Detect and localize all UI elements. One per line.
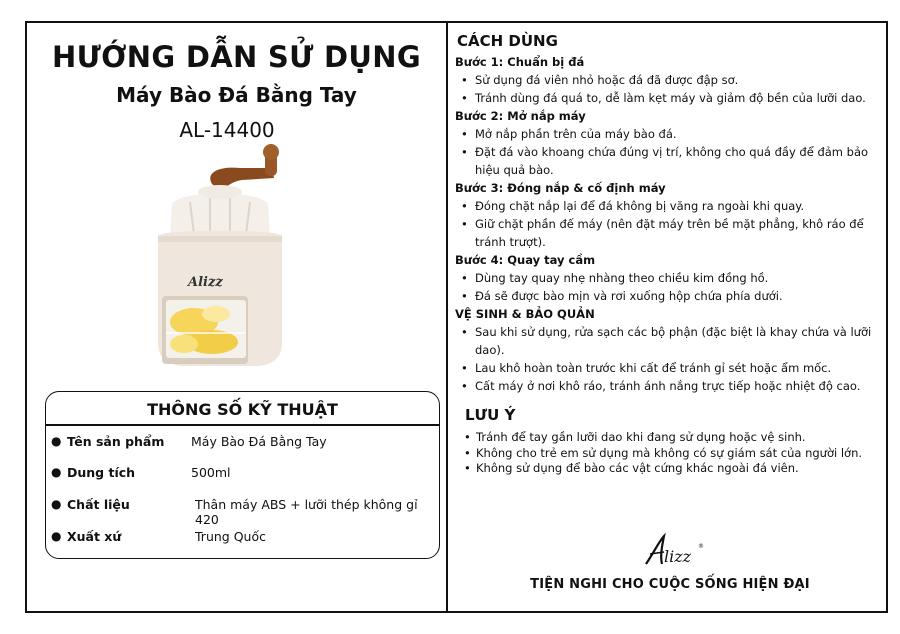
svg-text:®: ® <box>698 543 704 550</box>
svg-text:Alizz: Alizz <box>188 275 223 290</box>
step-title: Bước 3: Đóng nắp & cố định máy <box>455 181 666 195</box>
usage-instructions <box>455 32 885 395</box>
page-title: HƯỚNG DẪN SỬ DỤNG <box>52 40 421 74</box>
spec-table <box>45 391 440 559</box>
spec-row <box>46 529 439 549</box>
brand-logo <box>640 530 710 570</box>
list-item: • Đá sẽ được bào mịn và rơi xuống hộp chứa phía dưới. <box>455 287 885 305</box>
list-item: • Không sử dụng để bào các vật cứng khác ngoài đá viên. <box>460 461 885 477</box>
step-list <box>455 71 885 107</box>
model-number: AL-14400 <box>179 118 275 142</box>
spec-title-rule <box>46 424 439 426</box>
bullet-icon: ● <box>51 465 62 479</box>
step-list <box>455 125 885 179</box>
column-divider <box>446 21 448 613</box>
spec-label: Chất liệu <box>67 497 130 512</box>
list-item: • Đóng chặt nắp lại để đá không bị văng ra ngoài khi quay. <box>455 197 885 215</box>
step-list <box>455 269 885 305</box>
step-title: Bước 1: Chuẩn bị đá <box>455 55 585 69</box>
note-list <box>460 430 885 477</box>
spec-value: Máy Bào Đá Bằng Tay <box>191 434 327 449</box>
list-item: • Lau khô hoàn toàn trước khi cất để tránh gỉ sét hoặc ẩm mốc. <box>455 359 885 377</box>
spec-row <box>46 434 439 454</box>
list-item: • Giữ chặt phần đế máy (nên đặt máy trên bề mặt phẳng, khô ráo để tránh trượt). <box>455 215 885 251</box>
spec-title: THÔNG SỐ KỸ THUẬT <box>147 400 338 419</box>
spec-value: Trung Quốc <box>195 529 266 544</box>
spec-row <box>46 465 439 485</box>
list-item: • Không cho trẻ em sử dụng mà không có sự giám sát của người lớn. <box>460 446 885 462</box>
care-list <box>455 323 885 395</box>
step-title: Bước 2: Mở nắp máy <box>455 109 586 123</box>
spec-value: Thân máy ABS + lưỡi thép không gỉ 420 <box>195 497 418 527</box>
step-title: Bước 4: Quay tay cầm <box>455 253 596 267</box>
care-title: VỆ SINH & BẢO QUẢN <box>455 307 595 321</box>
spec-label: Dung tích <box>67 465 136 480</box>
usage-heading: CÁCH DÙNG <box>457 32 558 50</box>
list-item: • Sau khi sử dụng, rửa sạch các bộ phận (đặc biệt là khay chứa và lưỡi dao). <box>455 323 885 359</box>
spec-value: 500ml <box>191 465 231 480</box>
list-item: • Dùng tay quay nhẹ nhàng theo chiều kim đồng hồ. <box>455 269 885 287</box>
alizz-logo-icon <box>640 530 710 570</box>
list-item: • Tránh để tay gần lưỡi dao khi đang sử dụng hoặc vệ sinh. <box>460 430 885 446</box>
bullet-icon: ● <box>51 497 62 511</box>
list-item: • Đặt đá vào khoang chứa đúng vị trí, không cho quá đầy để đảm bảo hiệu quả bào. <box>455 143 885 179</box>
bullet-icon: ● <box>51 529 62 543</box>
note-heading: LƯU Ý <box>465 406 516 424</box>
spec-row <box>46 497 439 527</box>
step-list <box>455 197 885 251</box>
bullet-icon: ● <box>51 434 62 448</box>
list-item: • Tránh dùng đá quá to, dễ làm kẹt máy và giảm độ bền của lưỡi dao. <box>455 89 885 107</box>
list-item: • Cất máy ở nơi khô ráo, tránh ánh nắng trực tiếp hoặc nhiệt độ cao. <box>455 377 885 395</box>
spec-label: Xuất xứ <box>67 529 122 544</box>
list-item: • Sử dụng đá viên nhỏ hoặc đá đã được đập sơ. <box>455 71 885 89</box>
svg-text:lizz: lizz <box>664 547 692 566</box>
product-name-heading: Máy Bào Đá Bằng Tay <box>116 83 357 107</box>
product-image <box>150 144 290 374</box>
brand-slogan: TIỆN NGHI CHO CUỘC SỐNG HIỆN ĐẠI <box>530 577 810 592</box>
list-item: • Mở nắp phần trên của máy bào đá. <box>455 125 885 143</box>
spec-label: Tên sản phẩm <box>67 434 165 449</box>
ice-shaver-illustration <box>150 144 290 374</box>
